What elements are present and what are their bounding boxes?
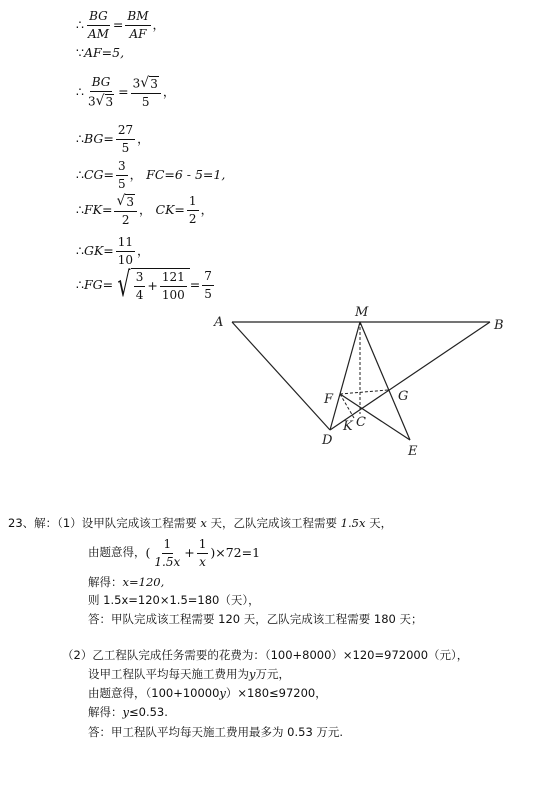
numerator: 121 — [160, 271, 187, 287]
numerator: 3 — [134, 271, 146, 287]
proof-line-4 — [76, 124, 150, 154]
numerator: BM — [125, 10, 150, 26]
denominator: 100 — [161, 287, 185, 302]
equals-sign: = — [112, 16, 124, 32]
var-y: y — [122, 705, 129, 719]
q23-then-1: 则 1.5x=120×1.5=180（天）， — [88, 593, 260, 607]
proof-line-1 — [76, 10, 165, 40]
numerator: 1 — [187, 195, 199, 211]
fraction-27-5 — [116, 124, 135, 154]
therefore-symbol: ∴ — [76, 201, 84, 217]
lhs: GK= — [83, 242, 114, 258]
punctuation: ， — [137, 130, 150, 146]
radicand: 3 — [105, 94, 114, 109]
lhs: FG= — [83, 276, 114, 292]
lhs: FK= — [83, 201, 113, 217]
coefficient: 3 — [132, 76, 141, 91]
eq-open-paren: ( — [145, 544, 151, 560]
fraction-1-2 — [187, 195, 199, 225]
q23-solution-1 — [88, 574, 164, 590]
q23-head-mid: 天，乙队完成该工程需要 — [210, 516, 338, 530]
label-e: E — [408, 444, 418, 459]
var-y: y — [219, 686, 226, 700]
var-1-5x: 1.5x — [340, 516, 366, 530]
therefore-symbol: ∴ — [76, 83, 84, 99]
denominator: 2 — [121, 212, 130, 227]
denominator: AM — [87, 26, 109, 41]
q23-part2-solution — [88, 704, 168, 720]
therefore-symbol: ∴ — [76, 166, 84, 182]
label-k: K — [343, 419, 353, 434]
radicand: 3 — [126, 195, 135, 209]
denominator: x — [199, 554, 206, 569]
numerator — [131, 76, 161, 94]
numerator: BG — [90, 76, 113, 92]
fc-statement: FC=6 - 5=1, — [146, 166, 226, 182]
punctuation: ， — [162, 83, 176, 99]
eq-prefix: 由题意得， — [88, 545, 146, 560]
denominator: 5 — [204, 286, 212, 301]
square-root: √ $\frac{3}{4}$ + $\frac{121}{100}$ — [113, 268, 190, 302]
punctuation: ， — [200, 201, 214, 217]
numerator — [114, 194, 137, 212]
fraction-3root3-5 — [131, 76, 161, 108]
proof-line-2 — [76, 47, 124, 60]
numerator: 7 — [202, 270, 214, 286]
denominator: 5 — [121, 140, 130, 155]
plus-sign: + — [184, 544, 195, 560]
radicand — [131, 268, 190, 302]
fraction-7-5 — [202, 270, 214, 300]
var-x: x — [200, 516, 207, 530]
fraction-bm-af — [125, 10, 150, 40]
sol-value: ≤0.53. — [129, 705, 168, 719]
label-m: M — [355, 305, 369, 320]
fraction-1-over-x — [197, 538, 209, 568]
dashed-fg — [340, 390, 388, 394]
proof-line-7 — [76, 236, 150, 266]
numerator: 11 — [116, 236, 135, 252]
punctuation: ， — [129, 166, 143, 182]
numerator: BG — [87, 10, 110, 26]
coefficient: 3 — [87, 93, 96, 108]
numerator: 1 — [197, 538, 209, 554]
dashed-fk — [340, 394, 354, 418]
q23-heading — [8, 515, 392, 531]
sol-label: 解得： — [88, 705, 123, 719]
numerator: 27 — [116, 124, 135, 140]
punctuation: ， — [139, 201, 152, 217]
because-symbol: ∵ — [76, 45, 84, 60]
denominator: 10 — [117, 252, 134, 267]
square-root: √ 3 — [140, 75, 158, 92]
q23-head-end: 天， — [369, 516, 393, 530]
setup-text: 设甲工程队平均每天施工费用为 — [88, 667, 249, 681]
eq-text-a: 由题意得，（100+10000 — [88, 686, 220, 700]
fraction-3-5 — [116, 160, 128, 190]
label-b: B — [494, 318, 504, 333]
therefore-symbol: ∴ — [76, 130, 84, 146]
var-y: y — [249, 667, 256, 681]
plus-sign: + — [147, 277, 158, 293]
proof-line-6 — [76, 194, 213, 226]
q23-part2-answer: 答：甲工程队平均每天施工费用最多为 0.53 万元. — [88, 725, 344, 739]
fraction-bg-am — [86, 10, 111, 40]
q23-part2-heading: （2）乙工程队完成任务需要的花费为：（100+8000）×120=972000（元）， — [62, 648, 469, 662]
segment-md — [330, 322, 360, 430]
q23-part2-equation — [88, 685, 327, 701]
therefore-symbol: ∴ — [76, 16, 84, 32]
fraction-11-10 — [116, 236, 135, 266]
q23-answer-1: 答：甲队完成该工程需要 120 天，乙队完成该工程需要 180 天； — [88, 612, 423, 626]
eq-close: )×72=1 — [210, 544, 261, 560]
label-g: G — [398, 389, 409, 404]
denominator: 5 — [117, 176, 126, 191]
q23-head-text: 23、解：（1）设甲队完成该工程需要 — [8, 516, 197, 530]
proof-line-5 — [76, 160, 225, 190]
label-f: F — [324, 392, 334, 407]
segment-bd — [330, 322, 490, 430]
lhs: BG= — [83, 130, 114, 146]
punctuation: ， — [152, 16, 166, 32]
fraction-1-over-1-5x — [152, 538, 182, 568]
segment-ad — [232, 322, 330, 430]
denominator — [86, 92, 116, 109]
square-root: √ 3 — [95, 92, 114, 109]
sol-label: 解得： — [88, 575, 123, 589]
fraction-121-100 — [160, 271, 187, 301]
therefore-symbol: ∴ — [76, 276, 84, 292]
label-d: D — [322, 433, 333, 448]
equals-sign: = — [189, 276, 201, 292]
denominator: 2 — [188, 211, 197, 226]
setup-unit: 万元， — [255, 667, 290, 681]
fraction-bg-3root3 — [86, 76, 116, 108]
square-root: √ 3 — [116, 193, 135, 210]
statement-text: AF=5, — [83, 45, 125, 60]
punctuation: ， — [137, 242, 150, 258]
denominator: AF — [129, 26, 147, 41]
lhs: CG= — [83, 166, 114, 182]
lhs-ck: CK= — [155, 201, 185, 217]
q23-part2-setup — [88, 666, 290, 682]
sol-value: x=120, — [122, 575, 165, 589]
denominator: 5 — [141, 94, 150, 109]
eq-text-b: ）×180≤97200， — [225, 686, 327, 700]
label-a: A — [214, 315, 224, 330]
equals-sign: = — [118, 83, 129, 99]
therefore-symbol: ∴ — [76, 242, 84, 258]
label-c: C — [356, 415, 366, 430]
proof-line-3 — [76, 76, 175, 108]
geometry-figure — [206, 302, 516, 462]
proof-line-8 — [76, 265, 216, 305]
fraction-root3-2 — [114, 194, 137, 226]
denominator: 4 — [135, 287, 144, 302]
numerator: 1 — [162, 538, 174, 554]
fraction-3-4 — [134, 271, 146, 301]
radicand: 3 — [150, 77, 158, 91]
numerator: 3 — [116, 160, 128, 176]
q23-equation — [88, 538, 260, 568]
denominator: 1.5x — [154, 554, 181, 569]
